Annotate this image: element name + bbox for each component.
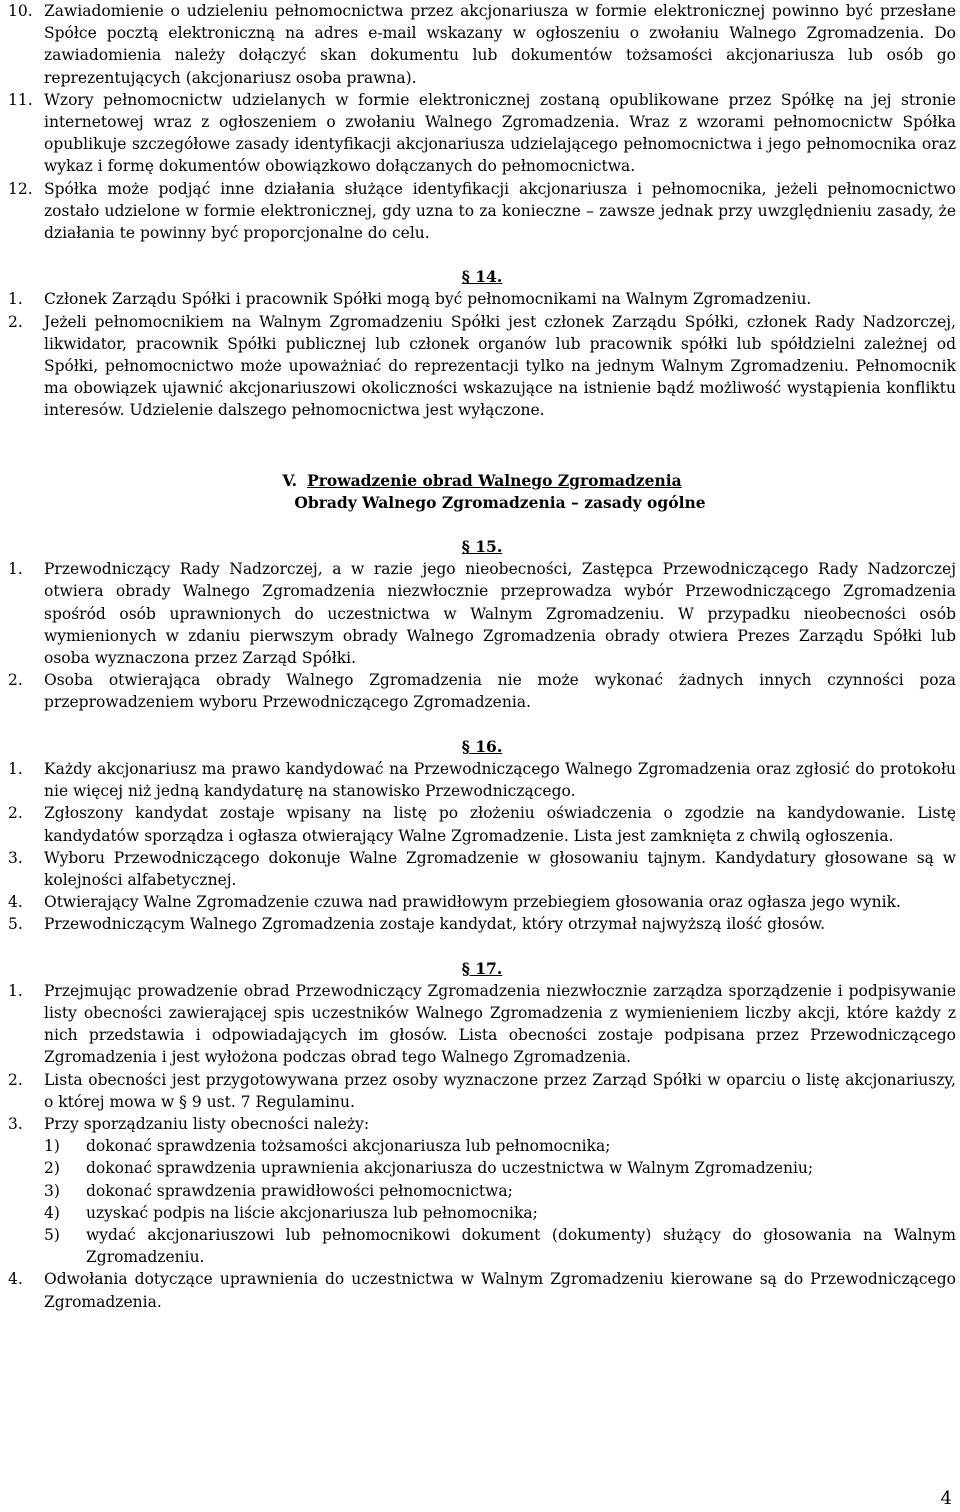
paragraph-heading-17: § 17. <box>461 958 503 978</box>
document-page <box>8 0 956 1313</box>
list-item: 11. Wzory pełnomocnictw udzielanych w formie elektronicznej zostaną opublikowane przez Spółkę na jej stronie internetowej wraz z ogłoszeniem o zwołaniu Walnego Zgromadzenia. Wraz z wzorami pełnomocnictw Spółka opublikuje szczegółowe zasady identyfikacji akcjonariusza udzielającego pełnomocnictwa i jego pełnomocnika oraz wykaz i formę dokumentów obowiązkowo dołączanych do pełnomocnictwa. <box>8 90 956 176</box>
section-14 <box>8 288 956 421</box>
list-item: 1. Przejmując prowadzenie obrad Przewodniczący Zgromadzenia niezwłocznie zarządza sporządzenie i podpisywanie listy obecności zawierającej spis uczestników Walnego Zgromadzenia z wymienieniem liczby akcji, które każdy z nich przedstawia i odpowiadających im głosów. Lista obecności zostaje podpisana przez Przewodniczącego Zgromadzenia i jest wyłożona podczas obrad tego Walnego Zgromadzenia. <box>8 981 956 1067</box>
sub-list-item: 3) dokonać sprawdzenia prawidłowości pełnomocnictwa; <box>44 1181 513 1200</box>
section-17 <box>8 980 956 1313</box>
paragraph-heading-15: § 15. <box>461 537 503 557</box>
sub-list-item: 4) uzyskać podpis na liście akcjonariusza lub pełnomocnika; <box>44 1203 538 1222</box>
list-item: 2. Zgłoszony kandydat zostaje wpisany na listę po złożeniu oświadczenia o zgodzie na kandydowanie. Listę kandydatów sporządza i ogłasza otwierający Walne Zgromadzenie. Lista jest zamknięta z chwilą ogłoszenia. <box>8 804 956 845</box>
list-item: 4. Odwołania dotyczące uprawnienia do uczestnictwa w Walnym Zgromadzeniu kierowane są do Przewodniczącego Zgromadzenia. <box>8 1270 956 1311</box>
page-number: 4 <box>940 1487 952 1509</box>
list-item: 2. Lista obecności jest przygotowywana przez osoby wyznaczone przez Zarząd Spółki w oparciu o listę akcjonariuszy, o której mowa w § 9 ust. 7 Regulaminu. <box>8 1070 956 1111</box>
section-16 <box>8 758 956 936</box>
chapter-title: Prowadzenie obrad Walnego Zgromadzenia <box>307 470 682 490</box>
section-15 <box>8 558 956 713</box>
list-item: 1. Każdy akcjonariusz ma prawo kandydować na Przewodniczącego Walnego Zgromadzenia oraz zgłosić do protokołu nie więcej niż jedną kandydaturę na stanowisko Przewodniczącego. <box>8 759 956 801</box>
list-item: 3. Przy sporządzaniu listy obecności należy: <box>8 1114 370 1133</box>
list-item: 5. Przewodniczącym Walnego Zgromadzenia zostaje kandydat, który otrzymał najwyższą ilość głosów. <box>8 915 826 934</box>
sub-list-item: 1) dokonać sprawdzenia tożsamości akcjonariusza lub pełnomocnika; <box>44 1137 611 1156</box>
list-item: 3. Wyboru Przewodniczącego dokonuje Walne Zgromadzenie w głosowaniu tajnym. Kandydatury głosowane są w kolejności alfabetycznej. <box>8 848 956 889</box>
list-item: 1. Przewodniczący Rady Nadzorczej, a w razie jego nieobecności, Zastępca Przewodniczącego Rady Nadzorczej otwiera obrady Walnego Zgromadzenia niezwłocznie przeprowadza wybór Przewodniczącego Zgromadzenia spośród osób uprawnionych do uczestnictwa w Walnym Zgromadzeniu. W przypadku nieobecności osób wymienionych w zdaniu pierwszym obrady Walnego Zgromadzenia obrady otwiera Prezes Zarządu Spółki lub osoba wyznaczona przez Zarząd Spółki. <box>8 560 956 668</box>
list-item: 10. Zawiadomienie o udzieleniu pełnomocnictwa przez akcjonariusza w formie elektronicznej powinno być przesłane Spółce pocztą elektroniczną na adres e-mail wskazany w ogłoszeniu o zwołaniu Walnego Zgromadzenia. Do zawiadomienia należy dołączyć skan dokumentu lub dokumentów tożsamości akcjonariusza lub osób go reprezentujących (akcjonariusz osoba prawna). <box>8 2 956 87</box>
list-item: 2. Jeżeli pełnomocnikiem na Walnym Zgromadzeniu Spółki jest członek Zarządu Spółki, członek Rady Nadzorczej, likwidator, pracownik Spółki publicznej lub członek organów lub pracownik spółki lub spółdzielni zależnej od Spółki, pełnomocnictwo może upoważniać do reprezentacji tylko na jednym Walnym Zgromadzeniu. Pełnomocnik ma obowiązek ujawnić akcjonariuszowi okoliczności wskazujące na istnienie bądź możliwość wystąpienia konfliktu interesów. Udzielenie dalszego pełnomocnictwa jest wyłączone. <box>8 312 956 420</box>
paragraph-heading-14: § 14. <box>461 267 503 287</box>
list-item: 1. Członek Zarządu Spółki i pracownik Spółki mogą być pełnomocnikami na Walnym Zgromadzeniu. <box>8 290 812 309</box>
chapter-number: V. <box>282 470 298 490</box>
paragraph-heading-16: § 16. <box>461 736 503 756</box>
list-item: 2. Osoba otwierająca obrady Walnego Zgromadzenia nie może wykonać żadnych innych czynności poza przeprowadzeniem wyboru Przewodniczącego Zgromadzenia. <box>8 671 956 712</box>
list-item: 4. Otwierający Walne Zgromadzenie czuwa nad prawidłowym przebiegiem głosowania oraz ogłasza jego wynik. <box>8 893 901 912</box>
list-item: 12. Spółka może podjąć inne działania służące identyfikacji akcjonariusza i pełnomocnika, jeżeli pełnomocnictwo zostało udzielone w formie elektronicznej, gdy uzna to za konieczne – zawsze jednak przy uwzględnieniu zasady, że działania te powinny być proporcjonalne do celu. <box>8 179 956 243</box>
sub-list-item: 2) dokonać sprawdzenia uprawnienia akcjonariusza do uczestnictwa w Walnym Zgromadzeniu; <box>44 1159 814 1178</box>
list-top <box>8 0 956 244</box>
sub-list-item: 5) wydać akcjonariuszowi lub pełnomocnikowi dokument (dokumenty) służący do głosowania na Walnym Zgromadzeniu. <box>44 1225 956 1267</box>
chapter-subtitle: Obrady Walnego Zgromadzenia – zasady ogólne <box>294 492 706 512</box>
chapter-heading <box>8 470 956 514</box>
